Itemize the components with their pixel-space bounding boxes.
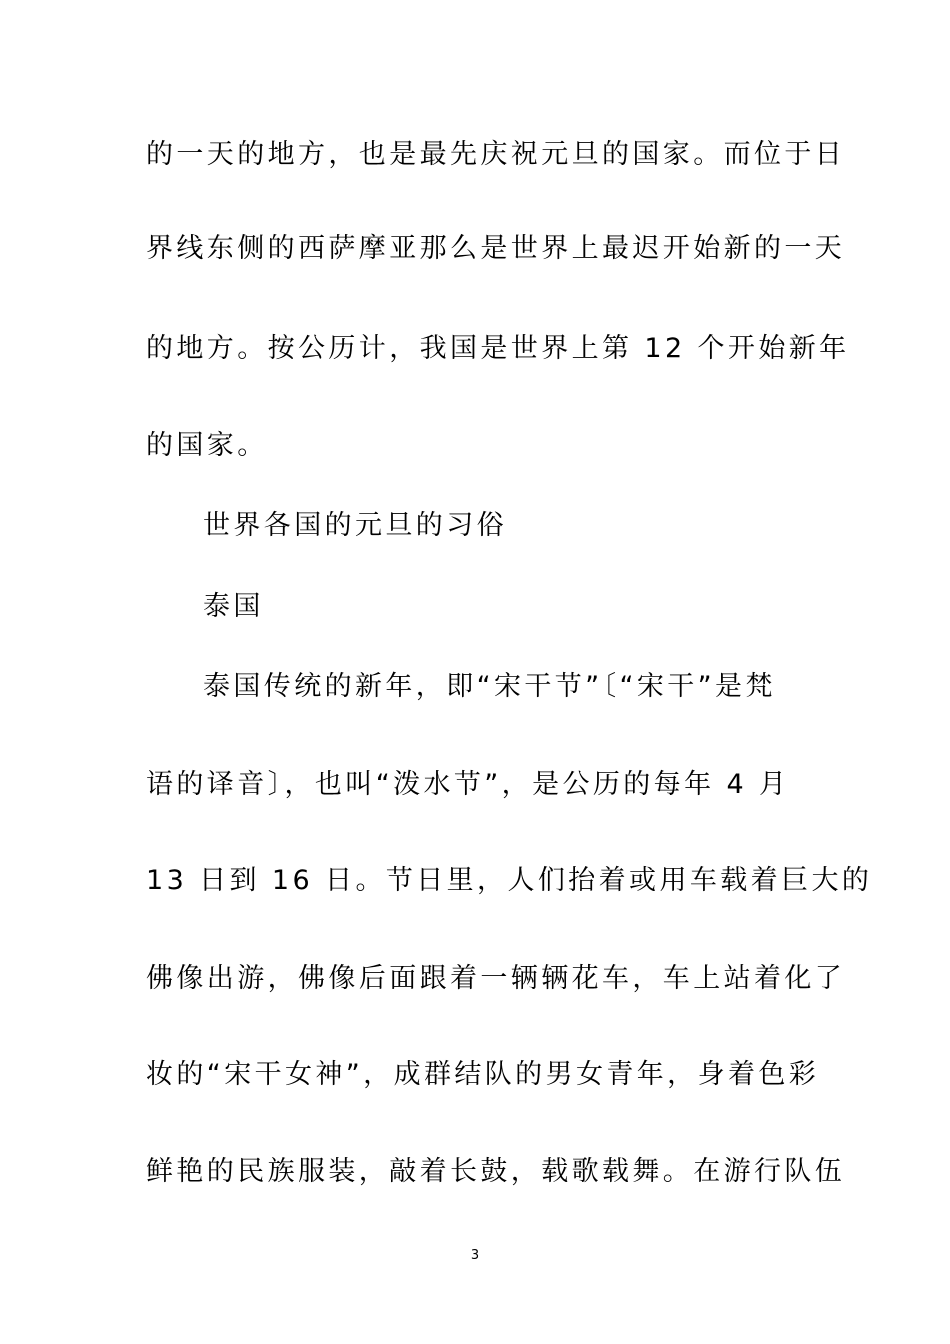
page-number: 3: [470, 1248, 480, 1263]
paragraph-line: 13 日到 16 日。节日里，人们抬着或用车载着巨大的: [146, 865, 873, 896]
paragraph-line: 妆的“宋干女神”，成群结队的男女青年，身着色彩: [146, 1059, 820, 1090]
paragraph-line: 语的译音〕，也叫“泼水节”，是公历的每年 4 月: [146, 769, 790, 800]
paragraph-line: 的地方。按公历计，我国是世界上第 12 个开始新年: [146, 333, 850, 364]
paragraph-line: 的一天的地方，也是最先庆祝元旦的国家。而位于日: [146, 139, 846, 170]
paragraph-line: 鲜艳的民族服装，敲着长鼓，载歌载舞。在游行队伍: [146, 1156, 846, 1187]
section-heading: 世界各国的元旦的习俗: [203, 510, 507, 541]
paragraph-line: 佛像出游，佛像后面跟着一辆辆花车，车上站着化了: [146, 963, 846, 994]
paragraph-line: 的国家。: [146, 430, 268, 461]
paragraph-line: 界线东侧的西萨摩亚那么是世界上最迟开始新的一天: [146, 233, 846, 264]
subsection-heading: 泰国: [203, 591, 264, 622]
paragraph-line: 泰国传统的新年，即“宋干节”〔“宋干”是梵: [203, 671, 776, 702]
